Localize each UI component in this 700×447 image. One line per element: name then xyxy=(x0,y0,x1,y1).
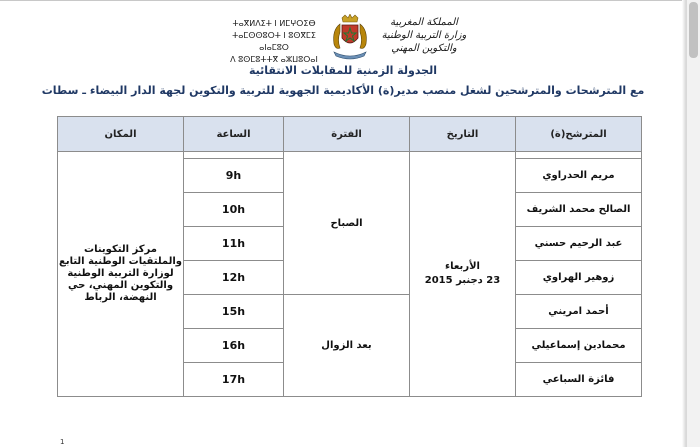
period-afternoon: بعد الزوال xyxy=(284,295,410,397)
tifinagh-line: ⵜⴰⴳⵍⴷⵉⵜ ⵏ ⵍⵎⵖⵔⵉⴱ xyxy=(232,19,316,28)
scrollbar-thumb[interactable] xyxy=(689,2,698,58)
table-header-row xyxy=(58,117,642,152)
candidate-cell: محمادين إسماعيلي xyxy=(516,329,642,363)
time-cell: 16h xyxy=(184,329,284,363)
time-cell: 15h xyxy=(184,295,284,329)
candidate-cell: فائزة السباعي xyxy=(516,363,642,397)
ministry-line: والتكوين المهني xyxy=(391,43,457,54)
vertical-scrollbar[interactable] xyxy=(686,0,700,447)
time-cell: 12h xyxy=(184,261,284,295)
tifinagh-line: ⵜⴰⵎⵙⵙⵓⵔⵜ ⵏ ⵓⵙⴳⵎⵉ ⴰⵏⴰⵎⵓⵔ xyxy=(232,31,316,52)
time-cell: 11h xyxy=(184,227,284,261)
table-spacer-row xyxy=(58,152,642,159)
time-cell: 17h xyxy=(184,363,284,397)
interview-schedule-table xyxy=(57,116,642,397)
tifinagh-heading xyxy=(224,18,324,66)
candidate-cell: مريم الحدراوي xyxy=(516,159,642,193)
coat-of-arms-icon xyxy=(328,14,372,60)
page-top-rule xyxy=(0,0,683,1)
spacer-cell xyxy=(184,152,284,159)
document-title: الجدولة الزمنية للمقابلات الانتقائية xyxy=(248,64,437,77)
document-subtitle: مع المترشحات والمترشحين لشغل منصب مدير(ة) الأكاديمية الجهوية للتربية والتكوين لجهة الدار البيضاء ـ سطات xyxy=(41,84,645,97)
candidate-cell: الصالح محمد الشريف xyxy=(516,193,642,227)
period-morning: الصباح xyxy=(284,152,410,295)
ministry-line: وزارة التربية الوطنية xyxy=(381,30,467,41)
candidate-cell: عبد الرحيم حسني xyxy=(516,227,642,261)
time-cell: 10h xyxy=(184,193,284,227)
ministry-line: المملكة المغربية xyxy=(390,17,458,28)
header-candidate: المترشح(ة) xyxy=(516,117,642,152)
ministry-heading xyxy=(374,16,474,55)
candidate-cell: زوهير الهراوي xyxy=(516,261,642,295)
candidate-cell: أحمد امريني xyxy=(516,295,642,329)
date-cell xyxy=(410,152,516,397)
date-weekday: الأربعاء xyxy=(445,261,480,272)
header-place: المكان xyxy=(58,117,184,152)
footnote-marker: 1 xyxy=(60,438,65,446)
letterhead xyxy=(0,12,686,92)
header-time: الساعة xyxy=(184,117,284,152)
venue-cell: مركز التكوينات والملتقيات الوطنية التابع لوزارة التربية الوطنية والتكوين المهني، حي النهضة، الرباط xyxy=(58,152,184,397)
tifinagh-line: ⴷ ⵓⵙⵎⵓⵜⵜⴳ ⴰⵣⵡⵓⵔⴰⵏ xyxy=(230,55,318,64)
date-day: 23 دجنبر 2015 xyxy=(424,275,501,286)
time-cell: 9h xyxy=(184,159,284,193)
header-date: التاريخ xyxy=(410,117,516,152)
spacer-cell xyxy=(516,152,642,159)
header-period: الفترة xyxy=(284,117,410,152)
